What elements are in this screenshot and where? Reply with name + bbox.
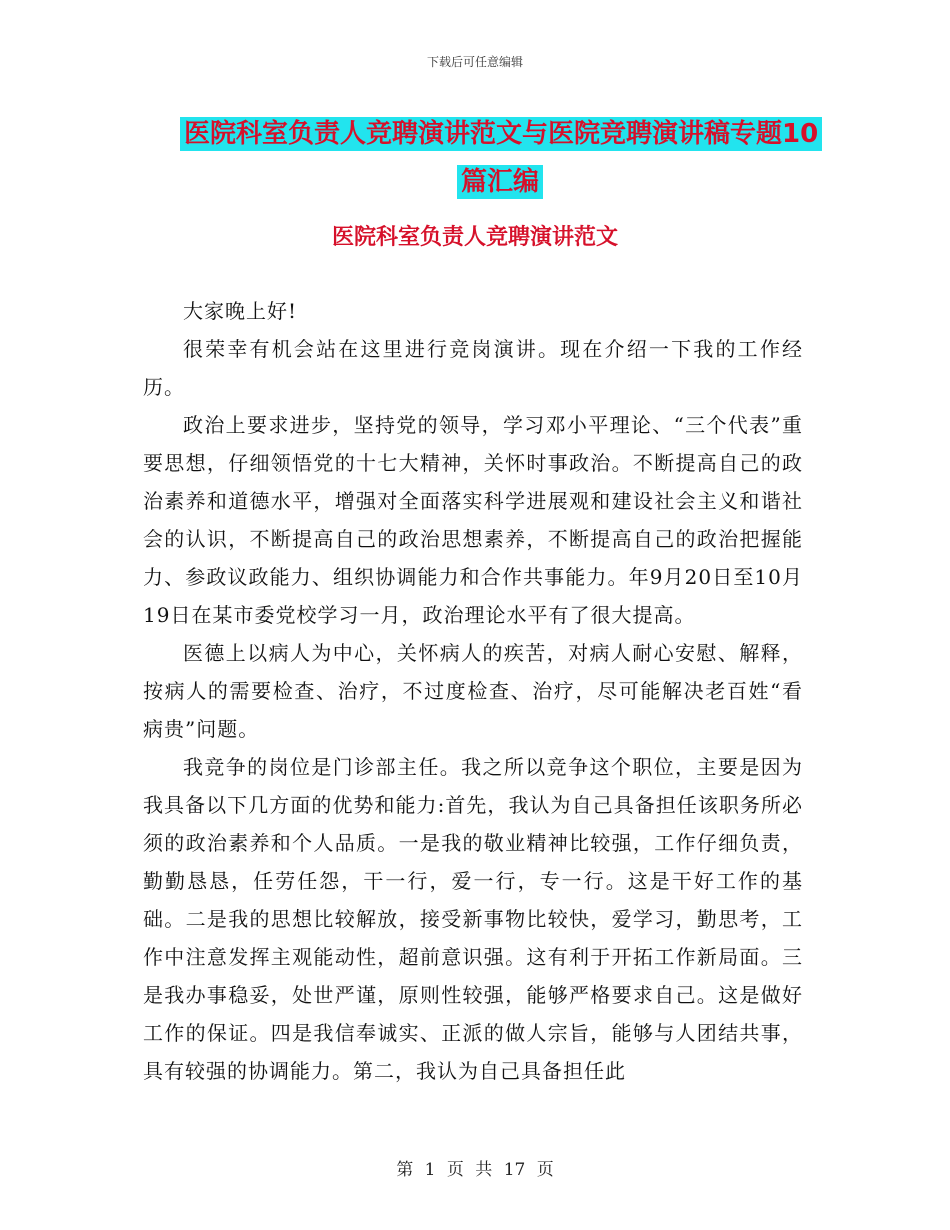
document-title-text: 医院科室负责人竞聘演讲范文与医院竞聘演讲稿专题10篇汇编: [180, 117, 822, 199]
page-footer: 第 1 页 共 17 页: [396, 1160, 554, 1180]
document-title: [180, 110, 820, 206]
paragraph: 大家晚上好!: [183, 299, 298, 323]
paragraph: 很荣幸有机会站在这里进行竞岗演讲。现在介绍一下我的工作经历。: [143, 337, 803, 399]
body-text: [143, 292, 803, 1090]
section-title: 医院科室负责人竞聘演讲范文: [331, 225, 618, 250]
header-note: 下载后可任意编辑: [426, 55, 523, 69]
paragraph: 政治上要求进步，坚持党的领导，学习邓小平理论、“三个代表”重要思想，仔细领悟党的十七大精神，关怀时事政治。不断提高自己的政治素养和道德水平，增强对全面落实科学进展观和建设社会主义和谐社会的认识，不断提高自己的政治思想素养，不断提高自己的政治把握能力、参政议政能力、组织协调能力和合作共事能力。年9月20日至10月19日在某市委党校学习一月，政治理论水平有了很大提高。: [143, 413, 803, 627]
paragraph: 我竞争的岗位是门诊部主任。我之所以竞争这个职位，主要是因为我具备以下几方面的优势和能力:首先，我认为自己具备担任该职务所必须的政治素养和个人品质。一是我的敬业精神比较强，工作仔细负责，勤勤恳恳，任劳任怨，干一行，爱一行，专一行。这是干好工作的基础。二是我的思想比较解放，接受新事物比较快，爱学习，勤思考，工作中注意发挥主观能动性，超前意识强。这有利于开拓工作新局面。三是我办事稳妥，处世严谨，原则性较强，能够严格要求自己。这是做好工作的保证。四是我信奉诚实、正派的做人宗旨，能够与人团结共事，具有较强的协调能力。第二，我认为自己具备担任此: [143, 755, 803, 1083]
paragraph: 医德上以病人为中心，关怀病人的疾苦，对病人耐心安慰、解释，按病人的需要检查、治疗，不过度检查、治疗，尽可能解决老百姓“看病贵”问题。: [143, 641, 803, 741]
